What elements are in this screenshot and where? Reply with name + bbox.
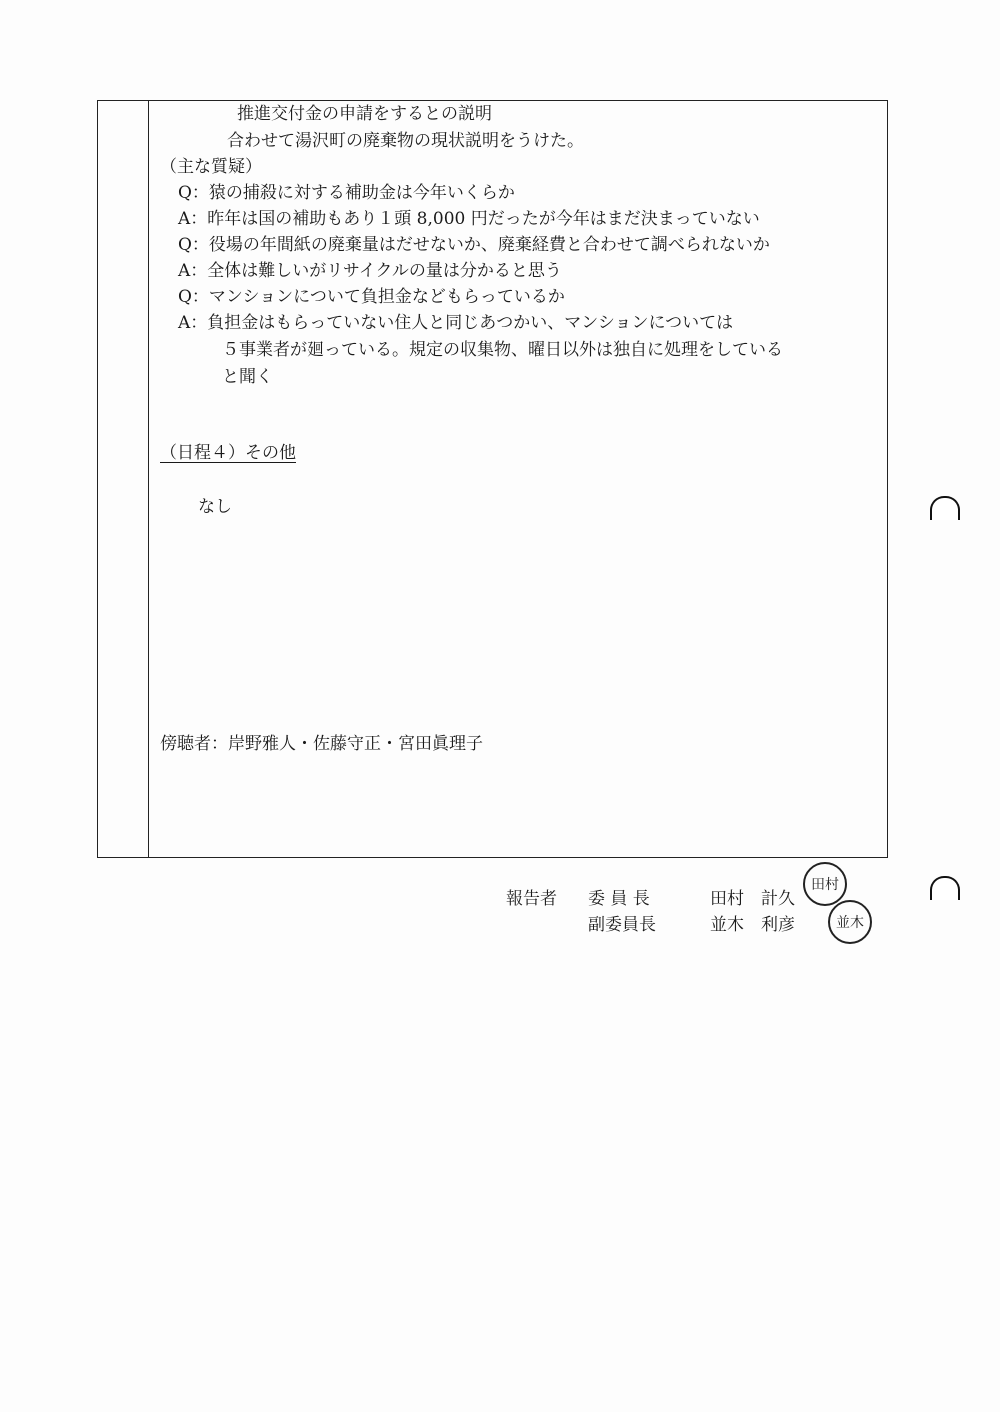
answer-3-end: と聞く — [222, 367, 273, 387]
chair-seal-stamp: 田村 — [803, 862, 847, 906]
answer-3-continued: ５事業者が廻っている。規定の収集物、曜日以外は独自に処理をしている — [222, 340, 783, 360]
qa-heading: （主な質疑） — [160, 157, 262, 177]
answer-2: A：全体は難しいがリサイクルの量は分かると思う — [178, 261, 562, 281]
question-2: Q：役場の年間紙の廃棄量はだせないか、廃棄経費と合わせて調べられないか — [178, 235, 770, 255]
left-margin-column — [98, 101, 149, 857]
reporter-label: 報告者 — [506, 889, 557, 909]
agenda-4-content: なし — [198, 497, 232, 517]
chair-name: 田村 計久 — [710, 889, 795, 909]
agenda-4-heading: （日程４）その他 — [160, 443, 296, 463]
binder-hole-bottom — [930, 876, 960, 900]
body-line-1: 推進交付金の申請をするとの説明 — [237, 104, 492, 124]
chair-title: 委 員 長 — [588, 889, 650, 909]
question-3: Q：マンションについて負担金などもらっているか — [178, 287, 565, 307]
vice-chair-title: 副委員長 — [588, 915, 656, 935]
vice-chair-name: 並木 利彦 — [710, 915, 795, 935]
body-line-2: 合わせて湯沢町の廃棄物の現状説明をうけた。 — [227, 131, 584, 151]
question-1: Q：猿の捕殺に対する補助金は今年いくらか — [178, 183, 515, 203]
answer-3: A：負担金はもらっていない住人と同じあつかい、マンションについては — [178, 313, 734, 333]
observers-line: 傍聴者：岸野雅人・佐藤守正・宮田眞理子 — [160, 734, 483, 754]
vice-chair-seal-stamp: 並木 — [828, 900, 872, 944]
binder-hole-top — [930, 496, 960, 520]
answer-1: A：昨年は国の補助もあり１頭 8,000 円だったが今年はまだ決まっていない — [178, 209, 760, 229]
